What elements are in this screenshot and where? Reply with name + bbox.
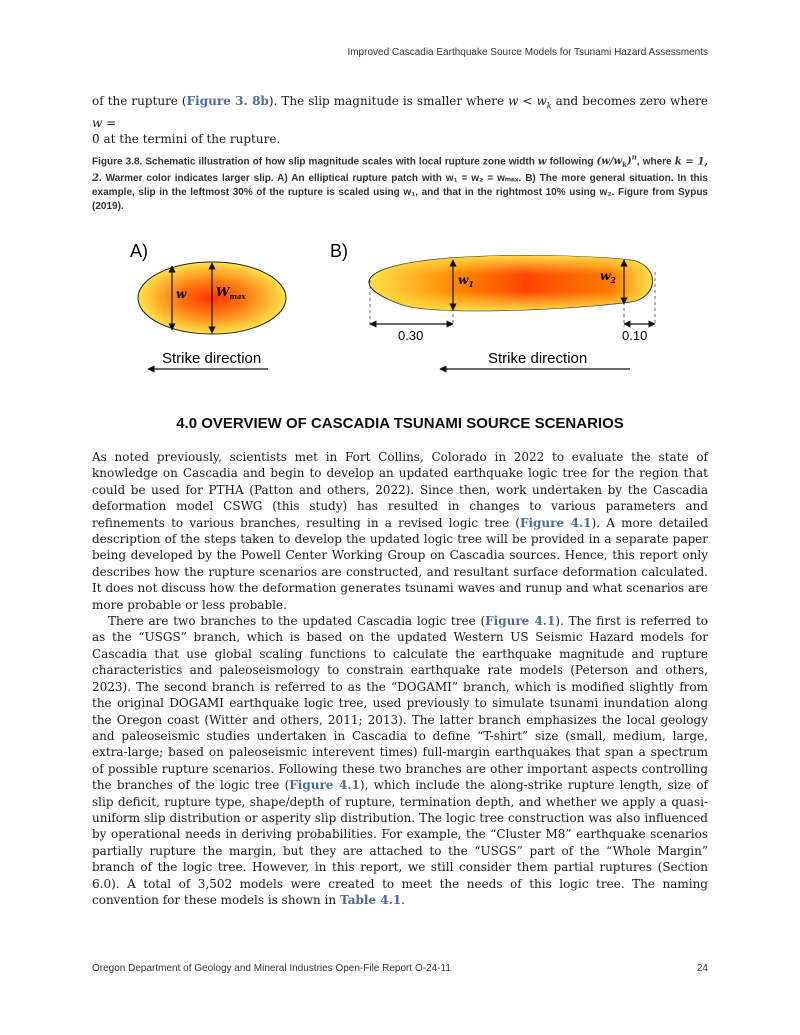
slip-schematic-figure [100, 232, 700, 382]
text-run: 0 at the termini of the rupture. [92, 132, 281, 147]
wmax-label: $W_{max}$ [216, 285, 246, 301]
figure-link[interactable]: Figure 4.1 [519, 515, 592, 530]
w1-label: $w_1$ [458, 273, 474, 289]
paragraph-2: There are two branches to the updated Cascadia logic tree (Figure 4.1). The first is referred to as the “USGS” branch, which is based on the updated Western US Seismic Hazard models for Cascadia that use global scaling functions to calculate the earthquake magnitude and rupture characteristics and paleoseismology to constrain earthquake rate models (Peterson and others, 2023). The second branch is referred to as the “DOGAMI” branch, which is modified slightly from the original DOGAMI earthquake logic tree, used previously to simulate tsunami inundation along the Oregon coast (Witter and others, 2011; 2013). The latter branch emphasizes the local geology and paleoseismic studies undertaken in Cascadia to define “T-shirt” size (small, medium, large, extra-large; based on paleoseismic interevent times) full-margin earthquakes that span a spectrum of possible rupture scenarios. Following these two branches are other important aspects controlling the branches of the logic tree (Figure 4.1), which include the along-strike rupture length, size of slip deficit, rupture type, shape/depth of rupture, termination depth, and whether we apply a quasi-uniform slip distribution or asperity slip distribution. The logic tree construction was also influenced by operational needs in deriving probabilities. For example, the “Cluster M8” earthquake scenarios partially rupture the margin, but they are attached to the “USGS” part of the “Whole Margin” branch of the logic tree. However, in this report, we still consider them partial ruptures (Section 6.0). A total of 3,502 models were created to meet the needs of this logic tree. The naming convention for these models is shown in Table 4.1. [92, 614, 708, 907]
figure-link[interactable]: Figure 4.1 [289, 778, 360, 793]
panel-b-label: B) [330, 241, 348, 261]
right-fraction-label: 0.10 [622, 328, 648, 343]
math-inline: $w < w_k$ [508, 94, 552, 111]
left-fraction-label: 0.30 [398, 328, 424, 343]
figure-link[interactable]: Figure 3. 8b [186, 94, 269, 108]
w-label: w [176, 287, 187, 301]
section-title: 4.0 OVERVIEW OF CASCADIA TSUNAMI SOURCE SCENARIOS [176, 415, 624, 432]
section-body [92, 449, 708, 908]
running-header: Improved Cascadia Earthquake Source Models for Tsunami Hazard Assessments [347, 47, 708, 58]
page-number: 24 [696, 963, 708, 974]
footer-report-name: Oregon Department of Geology and Mineral Industries Open-File Report O-24-11 [92, 963, 451, 974]
table-link[interactable]: Table 4.1 [339, 892, 402, 907]
figure-caption: Figure 3.8. Schematic illustration of how slip magnitude scales with local rupture zone width w following $(w/w_k)^n$, where k = 1, 2. Warmer color indicates larger slip. A) An elliptical rupture patch with w₁ = w₂ = wₘₐₓ. B) The more general situation. In this example, slip in the leftmost 30% of the rupture is scaled using w₁, and that in the rightmost 10% using w₂. Figure from Sypus (2019). [92, 153, 708, 213]
paragraph-1: As noted previously, scientists met in Fort Collins, Colorado in 2022 to evaluate the state of knowledge on Cascadia and begin to develop an updated earthquake logic tree for the region that could be used for PTHA (Patton and others, 2022). Since then, work undertaken by the Cascadia deformation model CSWG (this study) has resulted in changes to various parameters and refinements to various branches, resulting in a revised logic tree (Figure 4.1). A more detailed description of the steps taken to develop the updated logic tree will be provided in a separate paper being developed by the Powell Center Working Group on Cascadia sources. Hence, this report only describes how the rupture scenarios are constructed, and resultant surface deformation calculated. It does not discuss how the deformation generates tsunami waves and runup and what scenarios are more probable or less probable. [92, 450, 708, 612]
text-run: of the rupture ( [92, 94, 187, 108]
intro-paragraph [92, 93, 708, 148]
text-run: and becomes zero where [551, 94, 709, 108]
w2-label: $w_2$ [600, 269, 616, 285]
text-run: ). The slip magnitude is smaller where [268, 94, 509, 108]
strike-direction-label-a: Strike direction [162, 350, 262, 367]
strike-direction-label-b: Strike direction [488, 350, 588, 367]
panel-a-label: A) [130, 241, 148, 261]
figure-link[interactable]: Figure 4.1 [485, 614, 556, 629]
math-inline: w = [92, 115, 117, 130]
